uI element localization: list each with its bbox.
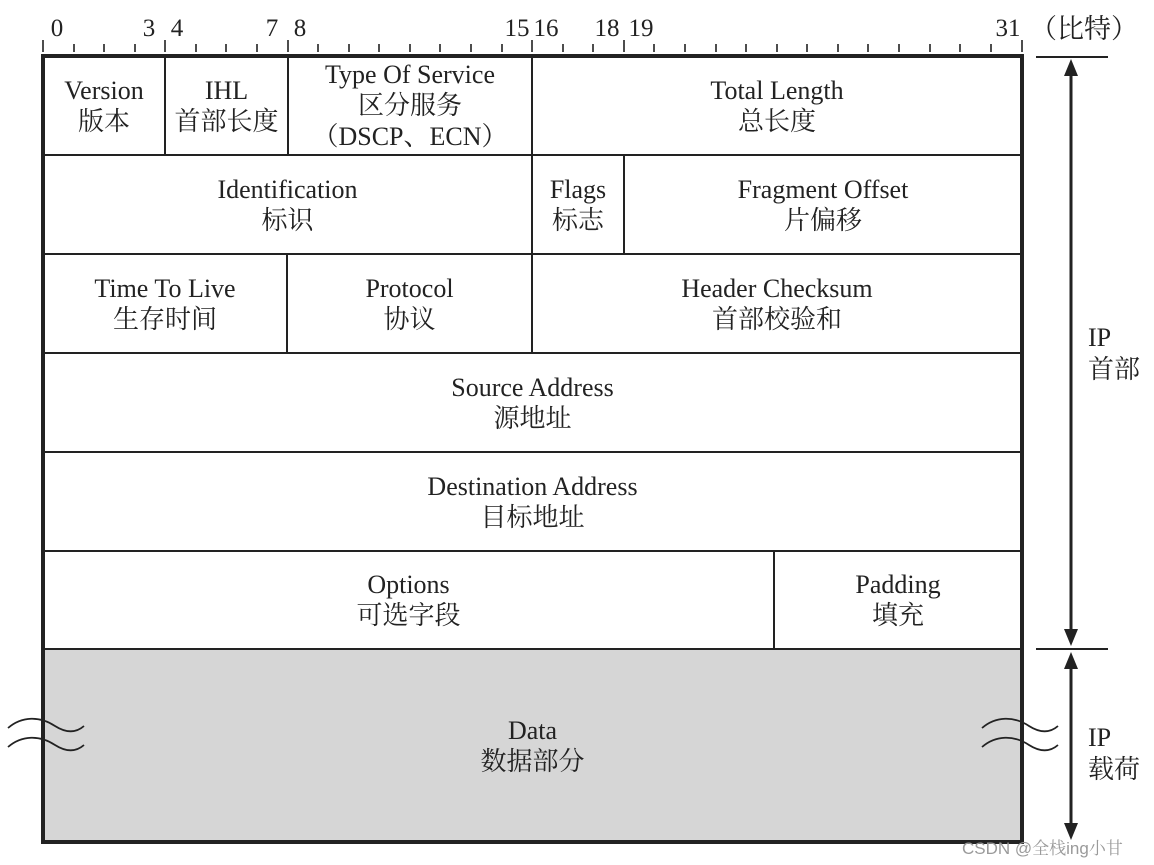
field-header-checksum-zh: 首部校验和 [711, 304, 842, 334]
field-tos-en: Type Of Service [324, 60, 495, 89]
side-brackets [1036, 57, 1108, 828]
field-padding-zh: 填充 [871, 601, 924, 630]
field-total-length [534, 58, 1020, 153]
field-fragment-offset-en: Fragment Offset [737, 174, 909, 204]
field-options-en: Options [367, 570, 450, 599]
field-padding-en: Padding [855, 570, 941, 599]
field-ttl-en: Time To Live [94, 273, 236, 303]
bit-number-8: 8 [293, 15, 307, 42]
field-version [45, 58, 163, 153]
field-protocol [289, 256, 530, 351]
bit-number-15: 15 [504, 15, 530, 42]
bit-number-0: 0 [50, 15, 64, 42]
watermark: CSDN @全栈ing小甘 [962, 839, 1123, 858]
field-options [45, 553, 772, 647]
side-label-payload-line2: 载荷 [1088, 755, 1141, 784]
data-section [45, 651, 1020, 840]
field-identification-zh: 标识 [261, 205, 314, 235]
field-destination-address [45, 454, 1020, 549]
field-ihl-zh: 首部长度 [174, 106, 279, 136]
bit-number-7: 7 [265, 15, 279, 42]
side-label-header-line2: 首部 [1088, 355, 1141, 384]
side-label-payload [1088, 722, 1140, 786]
field-version-en: Version [64, 75, 144, 105]
field-ttl-zh: 生存时间 [112, 304, 217, 334]
field-ihl-en: IHL [204, 75, 249, 105]
bit-number-4: 4 [170, 15, 184, 42]
field-source-address [45, 355, 1020, 450]
data-section-zh: 数据部分 [480, 746, 585, 776]
field-total-length-en: Total Length [710, 75, 844, 105]
field-protocol-en: Protocol [365, 273, 454, 303]
bit-number-18: 18 [594, 15, 620, 42]
field-fragment-offset-zh: 片偏移 [783, 205, 862, 235]
bit-number-16: 16 [533, 15, 559, 42]
field-padding [776, 553, 1020, 647]
bit-number-31: 31 [995, 15, 1021, 42]
side-label-header [1088, 322, 1140, 386]
field-source-address-zh: 源地址 [493, 403, 572, 433]
field-flags-en: Flags [549, 174, 607, 204]
field-destination-address-zh: 目标地址 [480, 502, 585, 532]
field-identification [45, 157, 530, 252]
field-total-length-zh: 总长度 [737, 106, 816, 136]
field-source-address-en: Source Address [451, 372, 614, 402]
field-options-zh: 可选字段 [356, 601, 461, 630]
unit-label: （比特） [1030, 14, 1138, 44]
field-destination-address-en: Destination Address [427, 471, 638, 501]
field-time-to-live [45, 256, 285, 351]
field-header-checksum-en: Header Checksum [681, 273, 873, 303]
field-flags-zh: 标志 [551, 205, 604, 235]
field-version-zh: 版本 [77, 106, 130, 136]
bit-ruler [43, 40, 1022, 52]
field-tos-zh: 区分服务 [357, 91, 462, 120]
field-ihl [167, 58, 286, 153]
bit-number-3: 3 [142, 15, 156, 42]
field-header-checksum [534, 256, 1020, 351]
field-type-of-service [290, 58, 530, 153]
field-flags [534, 157, 622, 252]
field-identification-en: Identification [217, 174, 358, 204]
side-label-payload-line1: IP [1088, 723, 1112, 752]
data-section-en: Data [507, 715, 558, 745]
bit-number-19: 19 [628, 15, 654, 42]
field-protocol-zh: 协议 [383, 304, 436, 334]
field-tos-extra: （DSCP、ECN） [312, 122, 508, 151]
field-fragment-offset [626, 157, 1020, 252]
side-label-header-line1: IP [1088, 323, 1112, 352]
